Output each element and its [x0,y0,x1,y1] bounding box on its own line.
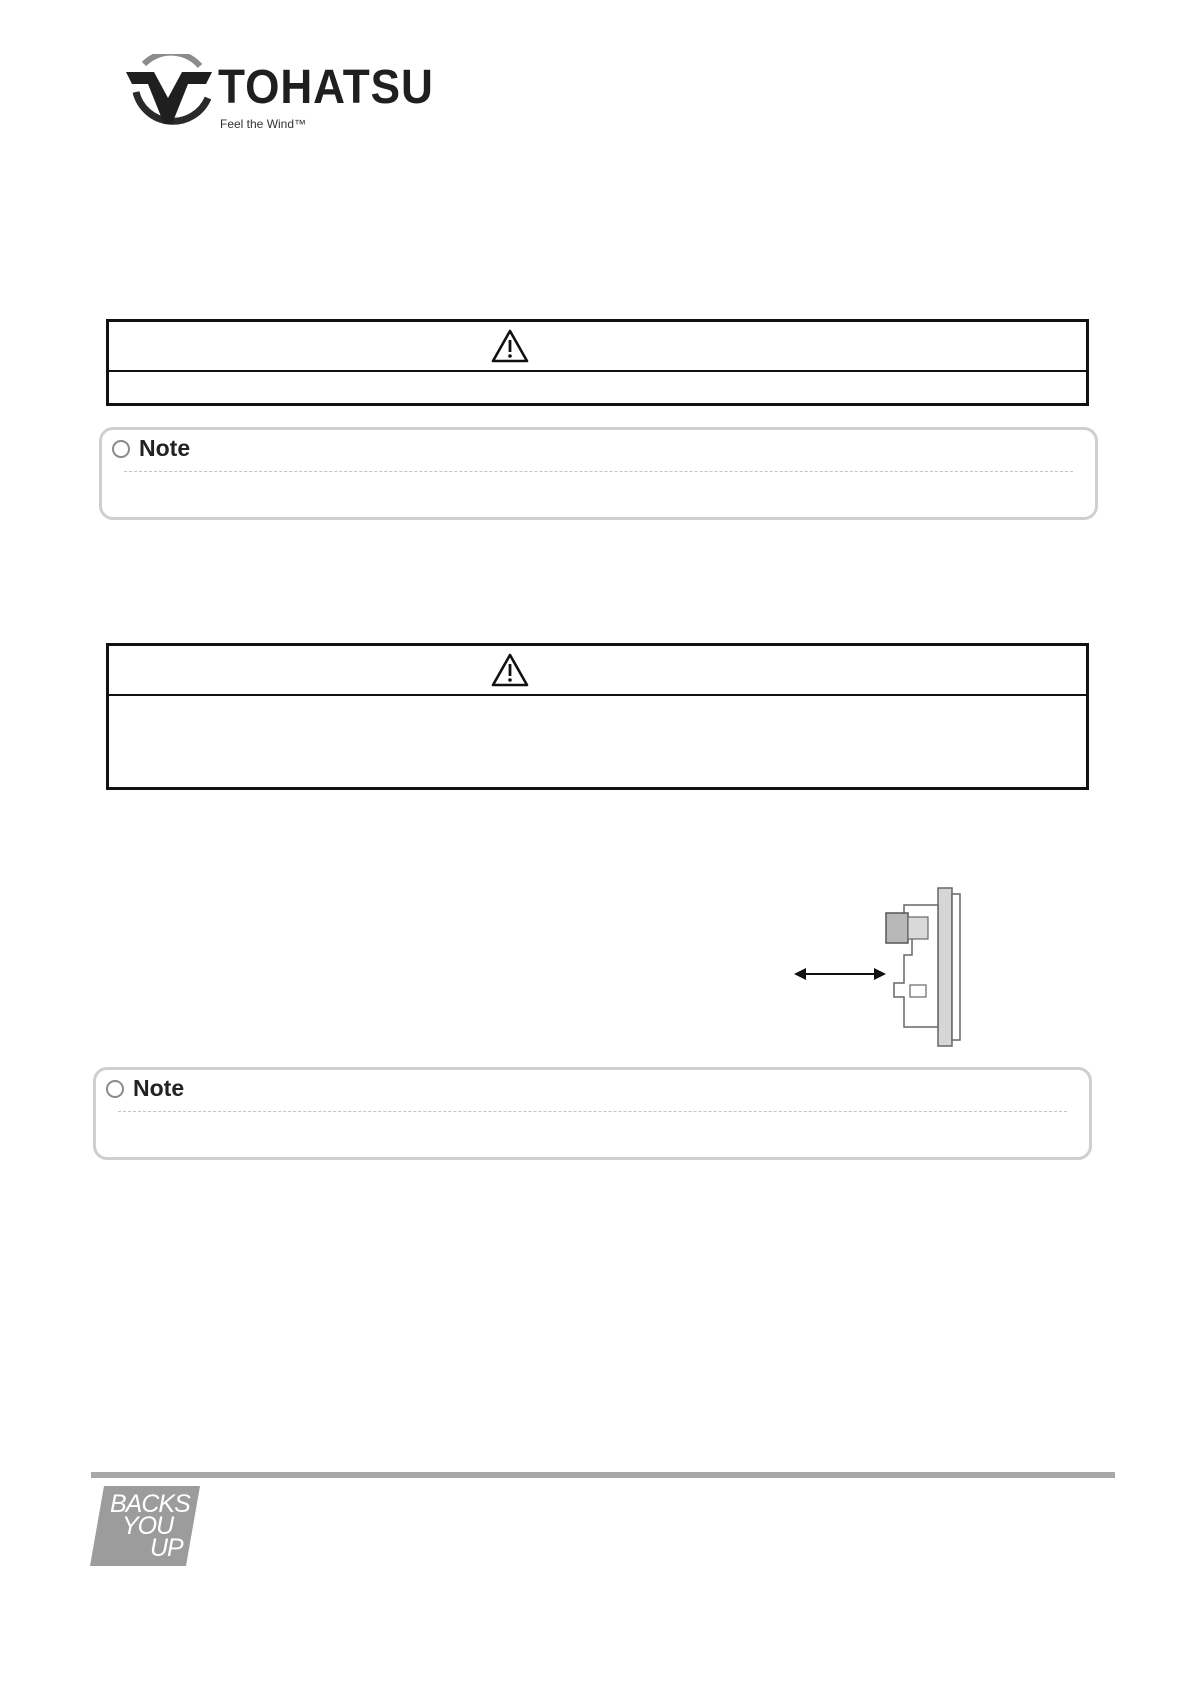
note-divider [118,1111,1067,1112]
warning-triangle-icon [490,652,530,688]
brand-name: TOHATSU [218,61,434,114]
note-box-1 [99,427,1098,520]
warning-header-1 [109,322,1086,372]
warning-header-2 [109,646,1086,696]
badge-line-3: UP [150,1534,183,1562]
note-title: Note [139,435,191,461]
connector-illustration [790,885,990,1055]
brand-tagline: Feel the Wind™ [220,117,307,131]
badge-line-2: YOU [122,1512,174,1540]
tohatsu-emblem-icon [124,54,216,134]
tohatsu-logo [124,54,444,134]
note-box-2 [93,1067,1092,1160]
backs-you-up-badge [90,1486,200,1566]
badge-line-1: BACKS [110,1490,190,1518]
warning-box-1 [106,319,1089,406]
note-title: Note [133,1075,185,1101]
warning-triangle-icon [490,328,530,364]
note-circle-icon [106,1080,124,1098]
note-circle-icon [112,440,130,458]
footer-rule [91,1472,1115,1478]
note-divider [124,471,1073,472]
warning-box-2 [106,643,1089,790]
